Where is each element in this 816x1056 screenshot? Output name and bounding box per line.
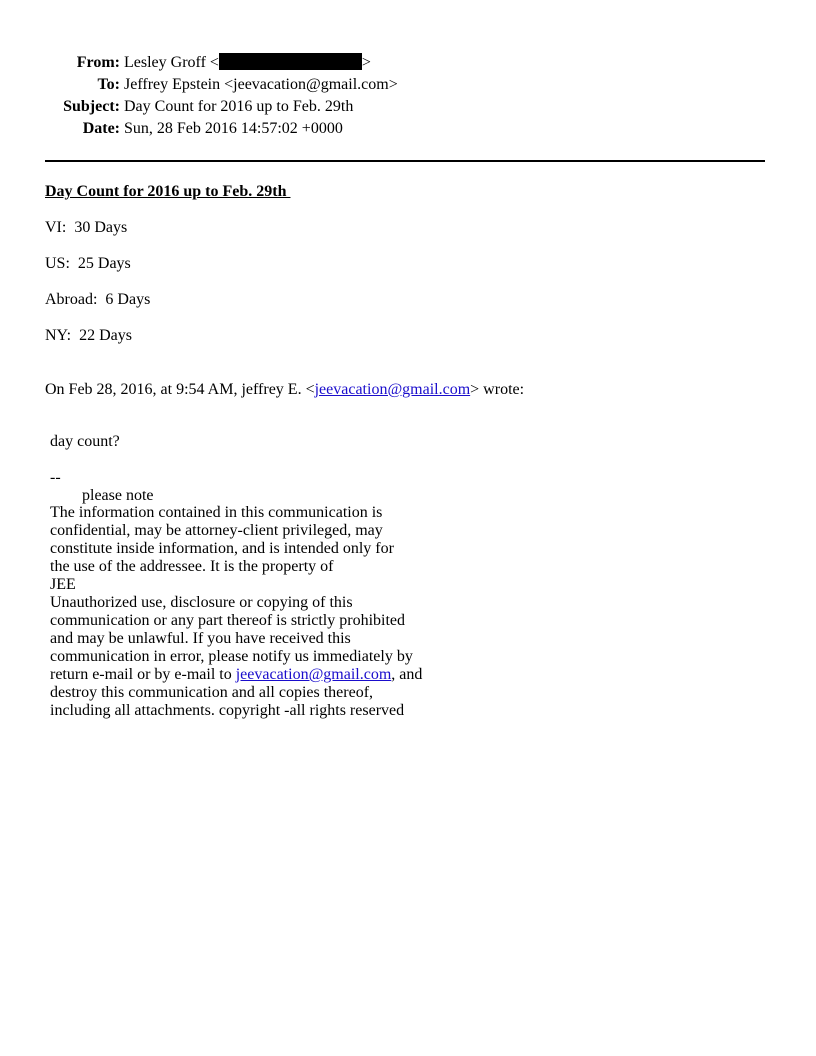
count-vi: VI: 30 Days xyxy=(45,219,128,236)
reply-suffix: > wrote: xyxy=(470,381,525,398)
disclaimer-line: and may be unlawful. If you have received this xyxy=(50,630,351,647)
disclaimer-email-link[interactable]: jeevacation@gmail.com xyxy=(235,666,392,683)
disclaimer-line: communication or any part thereof is strictly prohibited xyxy=(50,612,406,629)
disclaimer-line: including all attachments. copyright -all rights reserved xyxy=(50,702,405,719)
count-us: US: 25 Days xyxy=(45,255,131,272)
date-label: Date: xyxy=(82,120,120,137)
disclaimer-line: constitute inside information, and is intended only for xyxy=(50,540,394,557)
disclaimer-line: communication in error, please notify us immediately by xyxy=(50,648,413,665)
from-end: > xyxy=(361,54,371,71)
reply-prefix: On Feb 28, 2016, at 9:54 AM, jeffrey E. < xyxy=(45,381,315,398)
date-value: Sun, 28 Feb 2016 14:57:02 +0000 xyxy=(124,120,343,137)
count-abroad: Abroad: 6 Days xyxy=(45,291,151,308)
disclaimer-line: the use of the addressee. It is the property of xyxy=(50,558,334,575)
disclaimer-line-email xyxy=(50,666,422,684)
disclaimer xyxy=(50,504,422,720)
signature-separator: -- xyxy=(50,469,61,486)
subject-value: Day Count for 2016 up to Feb. 29th xyxy=(124,98,354,115)
reply-attribution xyxy=(45,381,524,399)
header-divider xyxy=(45,160,765,162)
redaction-block xyxy=(219,53,362,70)
message-title: Day Count for 2016 up to Feb. 29th xyxy=(45,183,291,200)
please-note: please note xyxy=(82,487,154,504)
count-ny: NY: 22 Days xyxy=(45,327,132,344)
to-value: Jeffrey Epstein <jeevacation@gmail.com> xyxy=(124,76,398,93)
subject-label: Subject: xyxy=(63,98,120,115)
quoted-message: day count? xyxy=(50,433,120,450)
disclaimer-line: The information contained in this communication is xyxy=(50,504,383,521)
from-label: From: xyxy=(76,54,120,71)
disclaimer-line: confidential, may be attorney-client privileged, may xyxy=(50,522,383,539)
to-label: To: xyxy=(97,76,120,93)
from-name: Lesley Groff < xyxy=(124,54,219,71)
reply-email-link[interactable]: jeevacation@gmail.com xyxy=(314,381,471,398)
disclaimer-line: JEE xyxy=(50,576,76,593)
disclaimer-email-suffix: , and xyxy=(391,666,423,683)
disclaimer-line: Unauthorized use, disclosure or copying of this xyxy=(50,594,353,611)
from-value xyxy=(124,52,371,74)
disclaimer-email-prefix: return e-mail or by e-mail to xyxy=(50,666,236,683)
disclaimer-line: destroy this communication and all copies thereof, xyxy=(50,684,374,701)
